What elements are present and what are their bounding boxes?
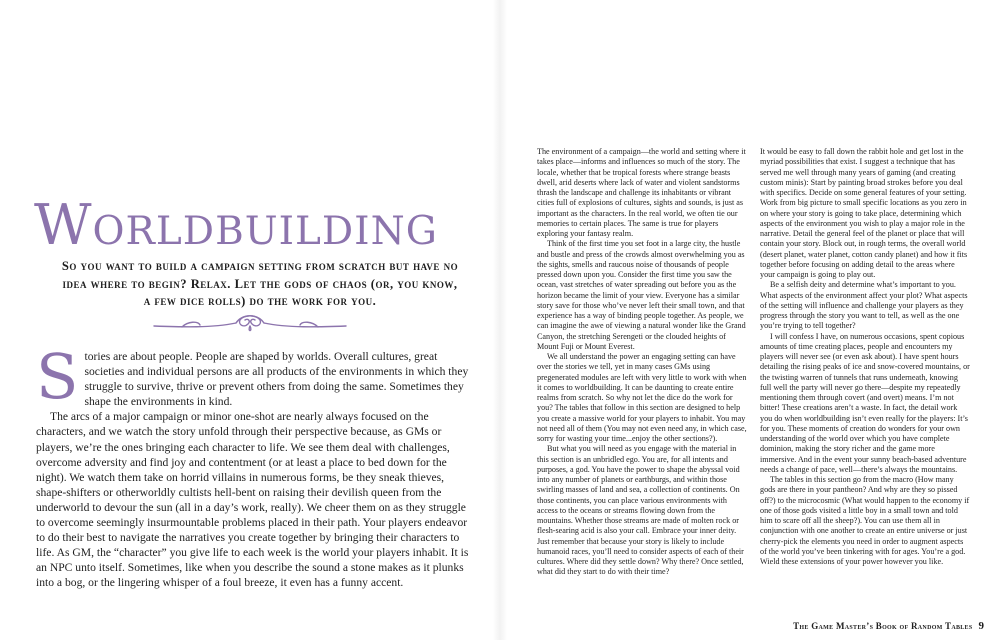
right-page — [500, 0, 1000, 640]
text-column-1 — [537, 147, 747, 578]
column-paragraph: Be a selfish deity and determine what’s important to you. What aspects of the environment affect your plot? What aspects of the setting will influence and challenge your players as they progress through the story you want to tell, as well as the one you’re trying to tell together? — [760, 280, 968, 331]
column-paragraph: The tables in this section go from the macro (How many gods are there in your pantheon? And why are they so pissed off?) to the microcosmic (What would happen to the economy if one of those gods visited a little boy in a small town and told him to scare off all the sheep?). You can use them all in conjunction with one another to create an entire universe or just cherry-pick the elements you need in order to augment aspects of the world you’ve been tinkering with for ages. You’re a god. Wield these extensions of your power however you like. — [760, 475, 970, 566]
page-subtitle: So you want to build a campaign setting from scratch but have no idea where to begin? Relax. Let the gods of chaos (or, you know, a few dice rolls) do the work for you. — [61, 259, 459, 308]
column-paragraph: Think of the first time you set foot in a large city, the hustle and bustle and press of the crowds almost overwhelming you as the sights, smells and raucous noise of thousands of people pressed down upon you. Consider the first time you saw the ocean, vast stretches of water spreading out before you as the horizon became the limit of your view. Everyone has a similar story save for those who’ve never left their small town, and that experience has a way of binding people together. As people, we can imagine the awe of viewing a natural wonder like the Grand Canyon, the stretching Serengeti or the clouded heights of Mount Fuji or Mount Everest. — [537, 239, 746, 351]
column-paragraph: I will confess I have, on numerous occasions, spent copious amounts of time creating places, people and encounters my players will never see (or even ask about). I have spent hours detailing the rising peaks of ice and snow-covered mountains, or the twisting warren of tunnels that runs underneath, knowing full well the party will never go there—despite my repeatedly mentioning them through covert (and overt) means. I’m not bitter! These creations aren’t a waste. In fact, the detail work you do when worldbuilding isn’t even really for the players: It’s for you. These moments of creation do wonders for your own understanding of the world over which you have complete dominion, making the story richer and the game more immersive. And in the event your sunny beach-based adventure needs a change of pace, well—there’s always the mountains. — [760, 331, 970, 474]
page-footer — [793, 620, 984, 632]
intro-paragraph-text: tories are about people. People are shaped by worlds. Overall cultures, great societies and individual persons are all products of the environments in which they struggle to survive, thrive or prevent others from doing the same. Sometimes they shape the environments in kind. — [84, 350, 469, 409]
column-paragraph: It would be easy to fall down the rabbit hole and get lost in the myriad possibilities that exist. I suggest a technique that has served me well through many years of gaming (and creating custom minis): Start by painting broad strokes before you deal with specifics. Decide on some general features of your setting. Work from big picture to small specific locations as you zero in on where your story is going to take place, determining which aspects of the environment you wish to play a major role in the narrative. Detail the general feel of the planet or place that will contain your story. Block out, in rough terms, the overall world (desert planet, water planet, cotton candy planet) and how it fits together before focusing on adding detail to the areas where your campaign is going to play out. — [760, 147, 968, 279]
intro-text — [36, 340, 476, 591]
decorative-flourish-icon — [152, 312, 348, 334]
page-title: Worldbuilding — [34, 193, 438, 258]
body-paragraph: The arcs of a major campaign or minor one-shot are nearly always focused on the characters, and we watch the story unfold through their perspective because, as GMs or players, we’re the ones bringing each character to life. We see them deal with challenges, overcome adversity and find joy and contentment (or at least a place to bed down for the night). We watch them take on horrid villains in numerous forms, be they sneak thieves, shape-shifters or otherworldly cultists hell-bent on raising their devilish queen from the underworld to devour the sun (all in a day’s work, really). We cheer them on as they struggle to overcome seemingly insurmountable problems placed in their path. Your players endeavor to do their best to navigate the narratives you create together by bringing their characters to life. As GM, the “character” you give life to each week is the world your players inhabit. It is an NPC unto itself. Sometimes, like when you describe the sound a stone makes as it plunks into a bog, or the lingering whisper of a foul breeze, it even has a funny accent. — [36, 410, 469, 590]
column-paragraph: But what you will need as you engage with the material in this section is an unbridled ego. You are, for all intents and purposes, a god. You have the power to shape the abyssal void into any number of planets or earthburgs, and within those swirling masses of land and sea, a collection of continents. On those continents, you can place various environments with access to the oceans or streams flowing down from the mountains. Whether those streams are made of molten rock or flesh-searing acid is also your call. Embrace your inner deity. Just remember that because your story is likely to include humanoid races, you’ll need to consider aspects of each of their cultures. Where did they settle down? Why there? Once settled, what did they start to do with their time? — [537, 444, 744, 577]
drop-cap: S — [36, 340, 79, 413]
column-paragraph: The environment of a campaign—the world and setting where it takes place—informs and influences so much of the story. The locale, whether that be tropical forests where strange beasts dwell, arid deserts where lack of water and violent sandstorms thrash the landscape and challenge its inhabitants or vibrant cities full of explosions of cultures, sights and sounds, is just as important as the characters. In the real world, we often tie our memories to certain places. The same is true for players exploring your fantasy realm. — [537, 147, 746, 238]
column-paragraph: We all understand the power an engaging setting can have over the stories we tell, yet in many cases GMs using pregenerated modules are left with very little to work with when it comes to worldbuilding. It can be daunting to create entire realms from scratch. So why not let the dice do the work for you? The tables that follow in this section are designed to help you create a massive world for your players to inhabit. You may not need all of them (You may not even need any, in which case, sorry for wasting your time...enjoy the other sections?). — [537, 352, 747, 443]
footer-book-title: The Game Master’s Book of Random Tables — [793, 621, 973, 631]
page-number: 9 — [978, 620, 984, 632]
text-column-2 — [760, 147, 970, 567]
intro-paragraph — [36, 340, 476, 413]
